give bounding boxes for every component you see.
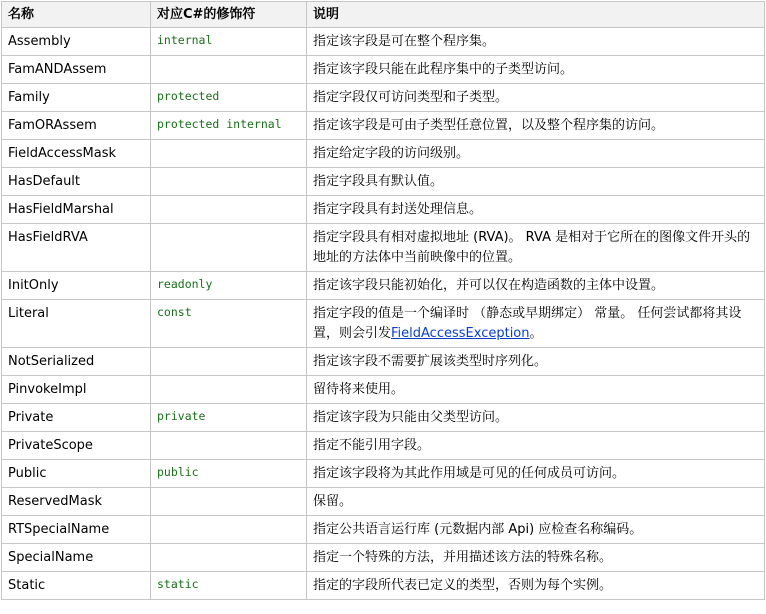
cell-modifier: readonly (151, 272, 307, 300)
cell-modifier (151, 376, 307, 404)
table-row (2, 404, 765, 432)
table-header-row (2, 2, 765, 28)
header-modifier: 对应C#的修饰符 (151, 2, 307, 28)
cell-modifier: static (151, 572, 307, 600)
table-row (2, 140, 765, 168)
cell-modifier: protected (151, 84, 307, 112)
cell-description (307, 300, 765, 348)
cell-description: 指定公共语言运行库 (元数据内部 Api) 应检查名称编码。 (307, 516, 765, 544)
table-row (2, 112, 765, 140)
cell-name: Private (2, 404, 151, 432)
header-name: 名称 (2, 2, 151, 28)
cell-name: Literal (2, 300, 151, 348)
description-text-end: 。 (529, 326, 543, 341)
cell-name: HasFieldRVA (2, 224, 151, 272)
cell-name: FieldAccessMask (2, 140, 151, 168)
cell-modifier (151, 196, 307, 224)
table-row (2, 516, 765, 544)
table-row (2, 168, 765, 196)
cell-name: FamANDAssem (2, 56, 151, 84)
cell-description: 指定该字段为只能由父类型访问。 (307, 404, 765, 432)
cell-modifier (151, 56, 307, 84)
cell-description: 指定该字段是可在整个程序集。 (307, 28, 765, 56)
table-row (2, 544, 765, 572)
cell-description: 留待将来使用。 (307, 376, 765, 404)
table-row (2, 460, 765, 488)
table-row (2, 348, 765, 376)
description-text: 指定字段的值是一个编译时 （静态或早期绑定） 常量。 任何尝试都将其设置，则会引发 (313, 306, 742, 341)
cell-description: 保留。 (307, 488, 765, 516)
cell-modifier (151, 140, 307, 168)
cell-description: 指定的字段所代表已定义的类型，否则为每个实例。 (307, 572, 765, 600)
table-row (2, 488, 765, 516)
cell-description: 指定字段仅可访问类型和子类型。 (307, 84, 765, 112)
cell-modifier: public (151, 460, 307, 488)
cell-modifier (151, 348, 307, 376)
cell-name: HasDefault (2, 168, 151, 196)
cell-name: Assembly (2, 28, 151, 56)
cell-name: FamORAssem (2, 112, 151, 140)
cell-name: Family (2, 84, 151, 112)
cell-description: 指定该字段不需要扩展该类型时序列化。 (307, 348, 765, 376)
cell-description: 指定该字段只能初始化，并可以仅在构造函数的主体中设置。 (307, 272, 765, 300)
table-row (2, 376, 765, 404)
field-attributes-table (1, 1, 765, 600)
cell-description: 指定给定字段的访问级别。 (307, 140, 765, 168)
cell-name: NotSerialized (2, 348, 151, 376)
cell-name: PrivateScope (2, 432, 151, 460)
header-description: 说明 (307, 2, 765, 28)
cell-modifier (151, 516, 307, 544)
table-row (2, 572, 765, 600)
cell-modifier: internal (151, 28, 307, 56)
cell-name: InitOnly (2, 272, 151, 300)
table-row (2, 224, 765, 272)
cell-modifier (151, 432, 307, 460)
cell-name: PinvokeImpl (2, 376, 151, 404)
cell-description: 指定该字段是可由子类型任意位置，以及整个程序集的访问。 (307, 112, 765, 140)
cell-name: ReservedMask (2, 488, 151, 516)
cell-name: SpecialName (2, 544, 151, 572)
cell-modifier (151, 224, 307, 272)
cell-modifier: const (151, 300, 307, 348)
cell-modifier (151, 488, 307, 516)
cell-modifier: private (151, 404, 307, 432)
cell-modifier (151, 544, 307, 572)
table-row (2, 56, 765, 84)
cell-description: 指定字段具有相对虚拟地址 (RVA)。 RVA 是相对于它所在的图像文件开头的地址的方法体中当前映像中的位置。 (307, 224, 765, 272)
table-row (2, 272, 765, 300)
cell-name: Public (2, 460, 151, 488)
table-row (2, 300, 765, 348)
table-row (2, 432, 765, 460)
cell-description: 指定该字段将为其此作用域是可见的任何成员可访问。 (307, 460, 765, 488)
cell-name: Static (2, 572, 151, 600)
cell-description: 指定一个特殊的方法，并用描述该方法的特殊名称。 (307, 544, 765, 572)
table-row (2, 196, 765, 224)
cell-description: 指定该字段只能在此程序集中的子类型访问。 (307, 56, 765, 84)
field-access-exception-link[interactable]: FieldAccessException (391, 326, 530, 341)
cell-modifier: protected internal (151, 112, 307, 140)
cell-name: HasFieldMarshal (2, 196, 151, 224)
cell-name: RTSpecialName (2, 516, 151, 544)
cell-description: 指定不能引用字段。 (307, 432, 765, 460)
cell-description: 指定字段具有封送处理信息。 (307, 196, 765, 224)
cell-modifier (151, 168, 307, 196)
table-row (2, 28, 765, 56)
table-row (2, 84, 765, 112)
cell-description: 指定字段具有默认值。 (307, 168, 765, 196)
